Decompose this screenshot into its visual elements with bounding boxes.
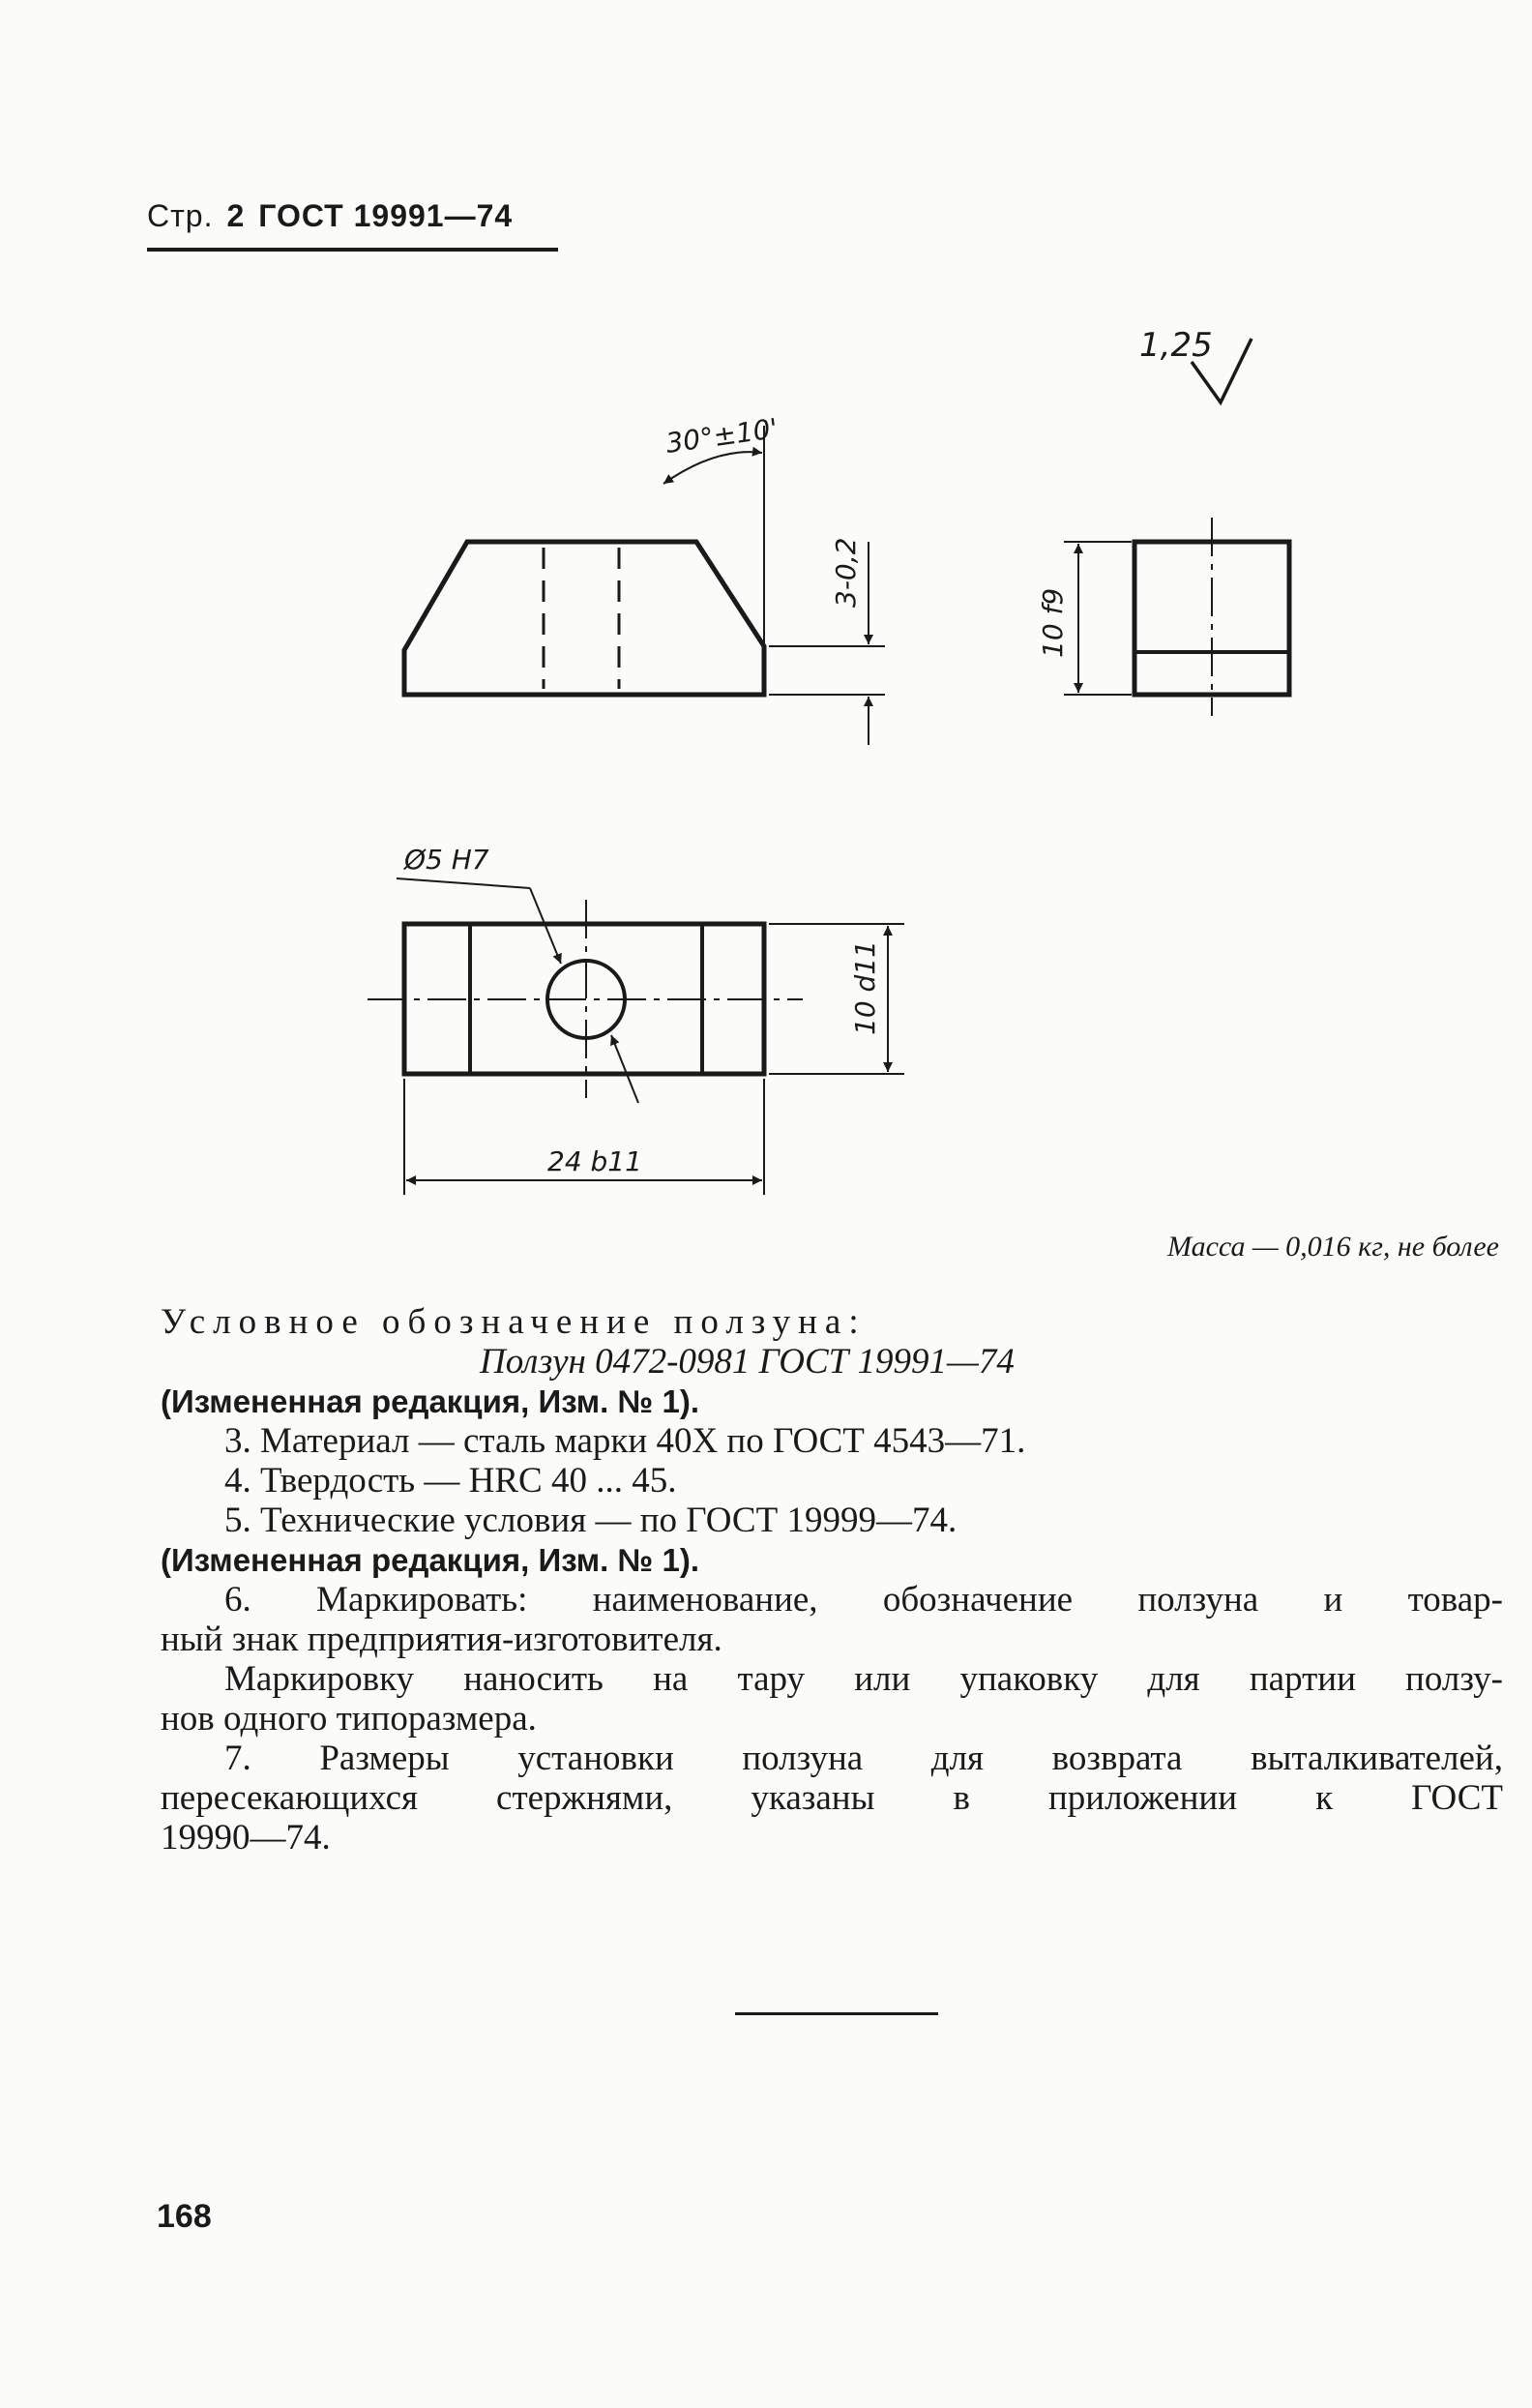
item-7-line: 7. Размеры установки ползуна для возврата выталкивателей,	[224, 1739, 1503, 1778]
item-7-line: пересекающихся стержнями, указаны в приложении к ГОСТ	[161, 1778, 1503, 1818]
roughness-value: 1,25	[1139, 326, 1213, 365]
side-dim-label: 10 f9	[1037, 587, 1069, 658]
body-text	[161, 1302, 1503, 1858]
length-dim-label: 24 b11	[547, 1145, 642, 1177]
hole-dim-label: Ø5 H7	[404, 844, 489, 876]
angle-dim-label: 30°±10'	[663, 412, 781, 460]
item-6-line: ный знак предприятия-изготовителя.	[161, 1620, 722, 1659]
item-7-line: 19990—74.	[161, 1818, 331, 1858]
item-6-line: 6. Маркировать: наименование, обозначение ползуна и товар-	[224, 1580, 1503, 1620]
section-divider	[735, 2012, 938, 2015]
width-dim-label: 10 d11	[849, 940, 881, 1035]
height-dim-label: 3-0,2	[830, 537, 862, 608]
page-number-header: 2	[226, 198, 246, 233]
page-number: 168	[157, 2198, 212, 2235]
marking-line: Маркировку наносить на тару или упаковку для партии ползу-	[224, 1659, 1503, 1699]
standard-code: ГОСТ 19991—74	[258, 198, 514, 233]
side-view	[1037, 518, 1289, 716]
designation-value: Ползун 0472-0981 ГОСТ 19991—74	[480, 1342, 1015, 1382]
mass-value: 0,016 кг, не более	[1285, 1231, 1499, 1263]
amendment-note: (Измененная редакция, Изм. № 1).	[161, 1542, 699, 1578]
item-4: 4. Твердость — HRC 40 ... 45.	[224, 1461, 677, 1501]
plan-view	[368, 844, 904, 1195]
mass-label: Масса	[1167, 1231, 1246, 1263]
item-3: 3. Материал — сталь марки 40Х по ГОСТ 4543—71.	[224, 1421, 1026, 1461]
front-view	[404, 412, 885, 745]
roughness-mark	[1139, 326, 1252, 402]
marking-line: нов одного типоразмера.	[161, 1699, 537, 1739]
amendment-note: (Измененная редакция, Изм. № 1).	[161, 1383, 699, 1419]
mass-note: Масса — 0,016 кг, не более	[1167, 1231, 1499, 1263]
page-prefix: Стр.	[147, 198, 214, 233]
designation-label: Условное обозначение ползуна:	[161, 1302, 867, 1342]
item-5: 5. Технические условия — по ГОСТ 19999—74.	[224, 1501, 958, 1540]
